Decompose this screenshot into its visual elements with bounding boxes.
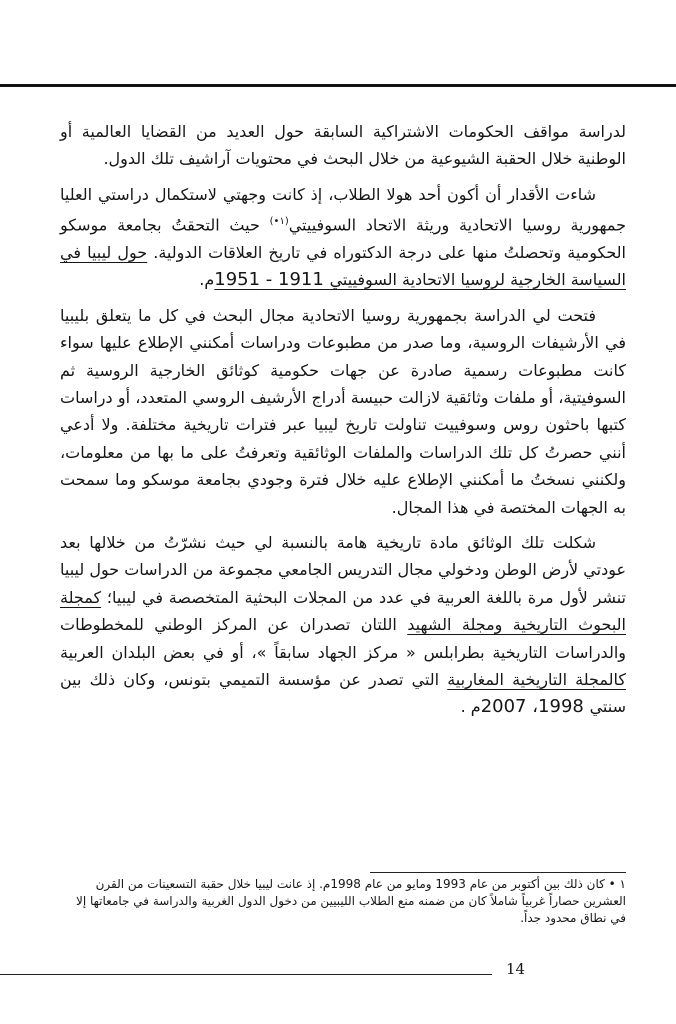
footer-rule <box>0 974 492 975</box>
paragraph-3: فتحت لي الدراسة بجمهورية روسيا الاتحادية مجال البحث في كل ما يتعلق بليبيا في الأرشيفات الروسية، وما صدر من مطبوعات ودراسات أمكنني الإطلاع عليها سواء كانت مطبوعات رسمية صادرة عن جهات حكومية كوثائق الخارجية الروسية ثم السوفيتية، أو ملفات وثائقية لازالت حبيسة أدراج الأرشيف الروسي المتعدد، أو دراسات كتبها باحثون روس وسوفييت تناولت تاريخ ليبيا عبر فترات تاريخية مختلفة. ولا أدعي أنني حصرتُ كل تلك الدراسات والملفات الوثائقية وتعرفتُ على ما بها من معلومات، ولكنني نسختُ ما أمكنني الإطلاع عليه خلال فترة وجودي بجامعة موسكو وما سمحت به الجهات المختصة في هذا المجال. <box>60 305 626 517</box>
paragraph-2-end: م. <box>199 270 215 290</box>
main-text <box>60 118 626 729</box>
paragraph-2 <box>60 181 626 294</box>
dissertation-years: 1911 - 1951 <box>214 269 330 291</box>
paragraph-4-middle-2: التي تصدر عن مؤسسة التميمي بتونس، وكان ذلك بين سنتي <box>60 670 626 717</box>
paragraph-2-intro: شاءت الأقدار أن أكون أحد هولا الطلاب، إذ كانت وجهتي لاستكمال دراستي العليا جمهورية روسيا الاتحادية وريثة الاتحاد السوفييتي <box>60 184 627 235</box>
paragraph-4-middle: اللتان تصدران عن المركز الوطني للمخطوطات والدراسات التاريخية بطرابلس « مركز الجهاد سابقاً »، أو في بعض البلدان العربية <box>60 615 626 662</box>
paragraph-1: لدراسة مواقف الحكومات الاشتراكية السابقة حول العديد من القضايا العالمية أو الوطنية خلال الحقبة الشيوعية من خلال البحث في محتويات آراشيف تلك الدول. <box>60 122 626 169</box>
dissertation-title-text: حول ليبيا في السياسة الخارجية لروسيا الاتحادية السوفييتي <box>60 242 626 290</box>
journal-name-maghreb: كالمجلة التاريخية المغاربية <box>447 670 626 690</box>
footnote-rule <box>370 872 626 873</box>
paragraph-2-middle: حيث التحقتُ بجامعة موسكو الحكومية وتحصلتُ منها على درجة الدكتوراه في تاريخ العلاقات الدولية. <box>60 215 626 262</box>
journal-names-libya: كمجلة البحوث التاريخية ومجلة الشهيد <box>60 587 626 635</box>
footnote-marker: (١•) <box>269 216 289 228</box>
paragraph-4-end: م . <box>460 697 481 717</box>
footnote: ١ • كان ذلك بين أكتوبر من عام 1993 ومايو من عام 1998م. إذ عانت ليبيا خلال حقبة التسعينات من القرن العشرين حصاراً غربياً شاملاً كان من ضمنه منع الطلاب الليبيين من دخول الدول الغربية والدراسة في جامعاتها إلا في نطاق محدود جداً. <box>75 877 626 925</box>
page-number: 14 <box>506 960 526 978</box>
paragraph-4 <box>60 529 626 721</box>
publication-years: 1998، 2007 <box>480 696 590 718</box>
header-rule <box>0 84 676 87</box>
paragraph-4-intro: شكلت تلك الوثائق مادة تاريخية هامة بالنسبة لي حيث نشرّتُ من خلالها بعد عودتي لأرض الوطن ودخولي مجال التدريس الجامعي مجموعة من الدراسات حول ليبيا تنشر لأول مرة باللغة العربية في عدد من المجلات البحثية المتخصصة في ليبيا؛ <box>60 533 626 607</box>
